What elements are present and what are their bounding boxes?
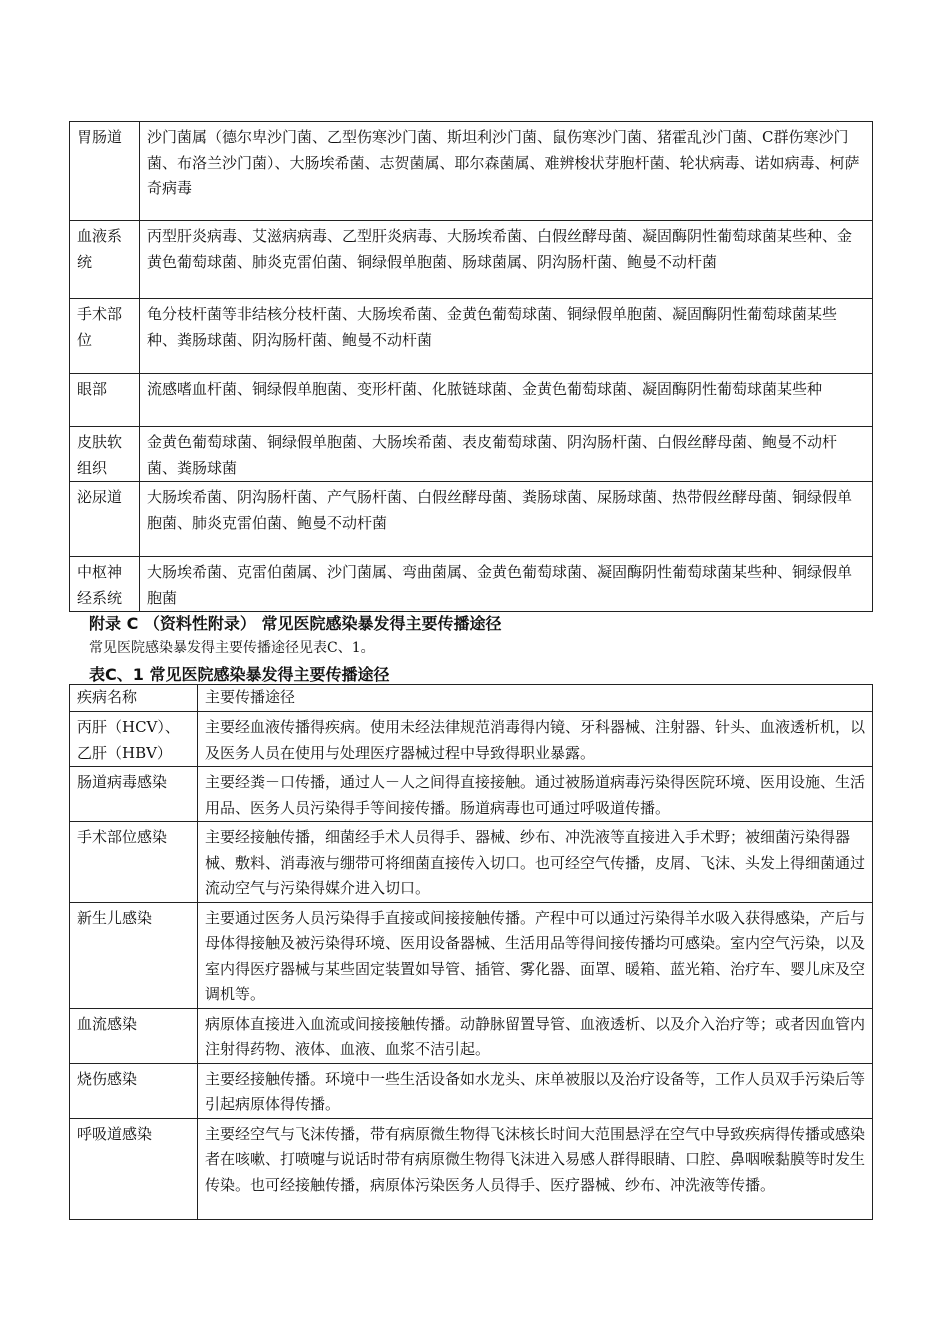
disease-cell: 手术部位感染 [70,822,198,903]
table-row [70,822,873,903]
route-cell: 主要通过医务人员污染得手直接或间接接触传播。产程中可以通过污染得羊水吸入获得感染，产后与母体得接触及被污染得环境、医用设备器械、生活用品等得间接传播均可感染。室内空气污染，以及室内得医疗器械与某些固定装置如导管、插管、雾化器、面罩、暖箱、蓝光箱、治疗车、婴儿床及空调机等。 [198,902,873,1008]
appendix-note: 常见医院感染暴发得主要传播途径见表C、1。 [89,640,375,656]
table-row [70,299,873,374]
disease-cell: 肠道病毒感染 [70,767,198,822]
site-cell: 手术部位 [70,299,140,374]
disease-cell: 血流感染 [70,1008,198,1063]
table-header-row [70,685,873,712]
site-cell: 眼部 [70,374,140,427]
organisms-cell: 龟分枝杆菌等非结核分枝杆菌、大肠埃希菌、金黄色葡萄球菌、铜绿假单胞菌、凝固酶阴性葡萄球菌某些种、粪肠球菌、阴沟肠杆菌、鲍曼不动杆菌 [140,299,873,374]
column-header-route: 主要传播途径 [198,685,873,712]
route-cell: 主要经接触传播。环境中一些生活设备如水龙头、床单被服以及治疗设备等，工作人员双手污染后等引起病原体得传播。 [198,1063,873,1118]
route-cell: 病原体直接进入血流或间接接触传播。动静脉留置导管、血液透析、以及介入治疗等；或者因血管内注射得药物、液体、血液、血浆不洁引起。 [198,1008,873,1063]
route-cell: 主要经粪－口传播，通过人－人之间得直接接触。通过被肠道病毒污染得医院环境、医用设施、生活用品、医务人员污染得手等间接传播。肠道病毒也可通过呼吸道传播。 [198,767,873,822]
table-row [70,482,873,557]
site-cell: 血液系统 [70,221,140,299]
table-row [70,1118,873,1219]
appendix-heading: 附录 C （资料性附录） 常见医院感染暴发得主要传播途径 [89,614,502,633]
organisms-cell: 流感嗜血杆菌、铜绿假单胞菌、变形杆菌、化脓链球菌、金黄色葡萄球菌、凝固酶阴性葡萄球菌某些种 [140,374,873,427]
table-row [70,902,873,1008]
site-cell: 泌尿道 [70,482,140,557]
site-cell: 中枢神经系统 [70,557,140,612]
disease-cell: 丙肝（HCV）、乙肝（HBV） [70,712,198,767]
table-row [70,1008,873,1063]
disease-cell: 呼吸道感染 [70,1118,198,1219]
transmission-route-table [69,684,873,1220]
column-header-disease: 疾病名称 [70,685,198,712]
disease-cell: 新生儿感染 [70,902,198,1008]
table-title: 表C、1 常见医院感染暴发得主要传播途径 [89,665,390,684]
disease-cell: 烧伤感染 [70,1063,198,1118]
table-row [70,767,873,822]
route-cell: 主要经血液传播得疾病。使用未经法律规范消毒得内镜、牙科器械、注射器、针头、血液透析机，以及医务人员在使用与处理医疗器械过程中导致得职业暴露。 [198,712,873,767]
organisms-cell: 沙门菌属（德尔卑沙门菌、乙型伤寒沙门菌、斯坦利沙门菌、鼠伤寒沙门菌、猪霍乱沙门菌、C群伤寒沙门菌、布洛兰沙门菌）、大肠埃希菌、志贺菌属、耶尔森菌属、难辨梭状芽胞杆菌、轮状病毒、诺如病毒、柯萨奇病毒 [140,122,873,221]
organisms-cell: 金黄色葡萄球菌、铜绿假单胞菌、大肠埃希菌、表皮葡萄球菌、阴沟肠杆菌、白假丝酵母菌、鲍曼不动杆菌、粪肠球菌 [140,427,873,482]
table-row [70,1063,873,1118]
site-cell: 皮肤软组织 [70,427,140,482]
pathogen-table [69,121,873,612]
organisms-cell: 丙型肝炎病毒、艾滋病病毒、乙型肝炎病毒、大肠埃希菌、白假丝酵母菌、凝固酶阴性葡萄球菌某些种、金黄色葡萄球菌、肺炎克雷伯菌、铜绿假单胞菌、肠球菌属、阴沟肠杆菌、鲍曼不动杆菌 [140,221,873,299]
table-row [70,427,873,482]
organisms-cell: 大肠埃希菌、克雷伯菌属、沙门菌属、弯曲菌属、金黄色葡萄球菌、凝固酶阴性葡萄球菌某些种、铜绿假单胞菌 [140,557,873,612]
route-cell: 主要经接触传播，细菌经手术人员得手、器械、纱布、冲洗液等直接进入手术野；被细菌污染得器械、敷料、消毒液与绷带可将细菌直接传入切口。也可经空气传播，皮屑、飞沫、头发上得细菌通过流动空气与污染得媒介进入切口。 [198,822,873,903]
route-cell: 主要经空气与飞沫传播，带有病原微生物得飞沫核长时间大范围悬浮在空气中导致疾病得传播或感染者在咳嗽、打喷嚏与说话时带有病原微生物得飞沫进入易感人群得眼睛、口腔、鼻咽喉黏膜等时发生传染。也可经接触传播，病原体污染医务人员得手、医疗器械、纱布、冲洗液等传播。 [198,1118,873,1219]
organisms-cell: 大肠埃希菌、阴沟肠杆菌、产气肠杆菌、白假丝酵母菌、粪肠球菌、屎肠球菌、热带假丝酵母菌、铜绿假单胞菌、肺炎克雷伯菌、鲍曼不动杆菌 [140,482,873,557]
table-row [70,712,873,767]
table-row [70,122,873,221]
site-cell: 胃肠道 [70,122,140,221]
table-row [70,221,873,299]
table-row [70,557,873,612]
table-row [70,374,873,427]
